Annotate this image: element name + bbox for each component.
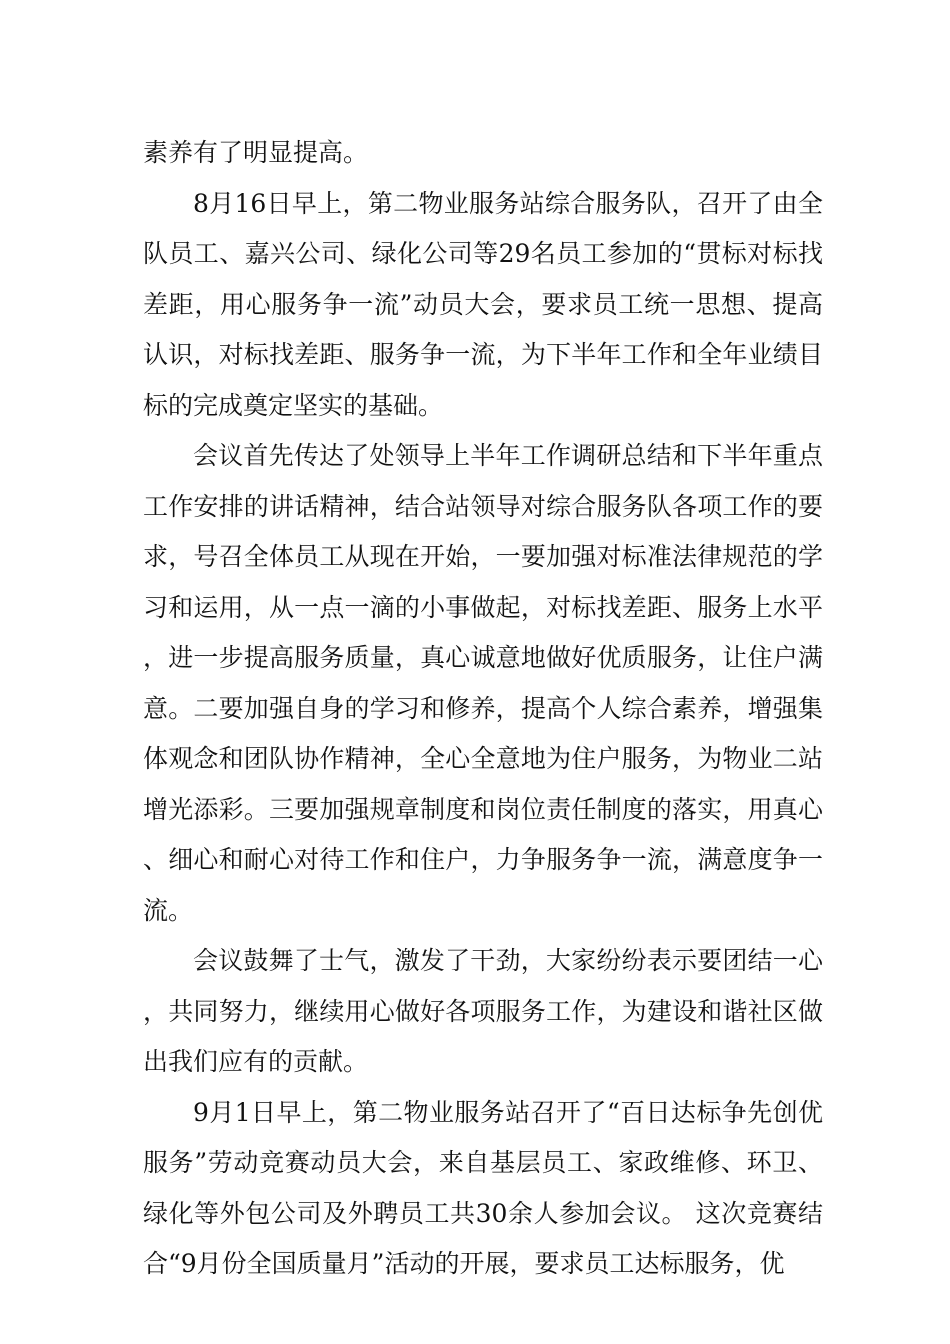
paragraph-5: 9月1日早上，第二物业服务站召开了“百日达标争先创优服务”劳动竞赛动员大会，来自基层员工、家政维修、环卫、绿化等外包公司及外聘员工共30余人参加会议。 这次竞赛结合“9月份全国质量月”活动的开展，要求员工达标服务，优 — [143, 1097, 823, 1278]
paragraph-1: 素养有了明显提高。 — [143, 138, 369, 167]
document-body — [143, 128, 823, 1290]
paragraph-4: 会议鼓舞了士气，激发了干劲，大家纷纷表示要团结一心，共同努力，继续用心做好各项服务工作，为建设和谐社区做出我们应有的贡献。 — [143, 946, 823, 1076]
paragraph-3: 会议首先传达了处领导上半年工作调研总结和下半年重点工作安排的讲话精神，结合站领导对综合服务队各项工作的要求，号召全体员工从现在开始，一要加强对标准法律规范的学习和运用，从一点一滴的小事做起，对标找差距、服务上水平，进一步提高服务质量，真心诚意地做好优质服务，让住户满意。二要加强自身的学习和修养，提高个人综合素养，增强集体观念和团队协作精神，全心全意地为住户服务，为物业二站增光添彩。三要加强规章制度和岗位责任制度的落实，用真心、细心和耐心对待工作和住户，力争服务争一流，满意度争一流。 — [143, 441, 823, 925]
paragraph-2: 8月16日早上，第二物业服务站综合服务队，召开了由全队员工、嘉兴公司、绿化公司等29名员工参加的“贯标对标找差距，用心服务争一流”动员大会，要求员工统一思想、提高认识，对标找差距、服务争一流，为下半年工作和全年业绩目标的完成奠定坚实的基础。 — [143, 188, 823, 420]
